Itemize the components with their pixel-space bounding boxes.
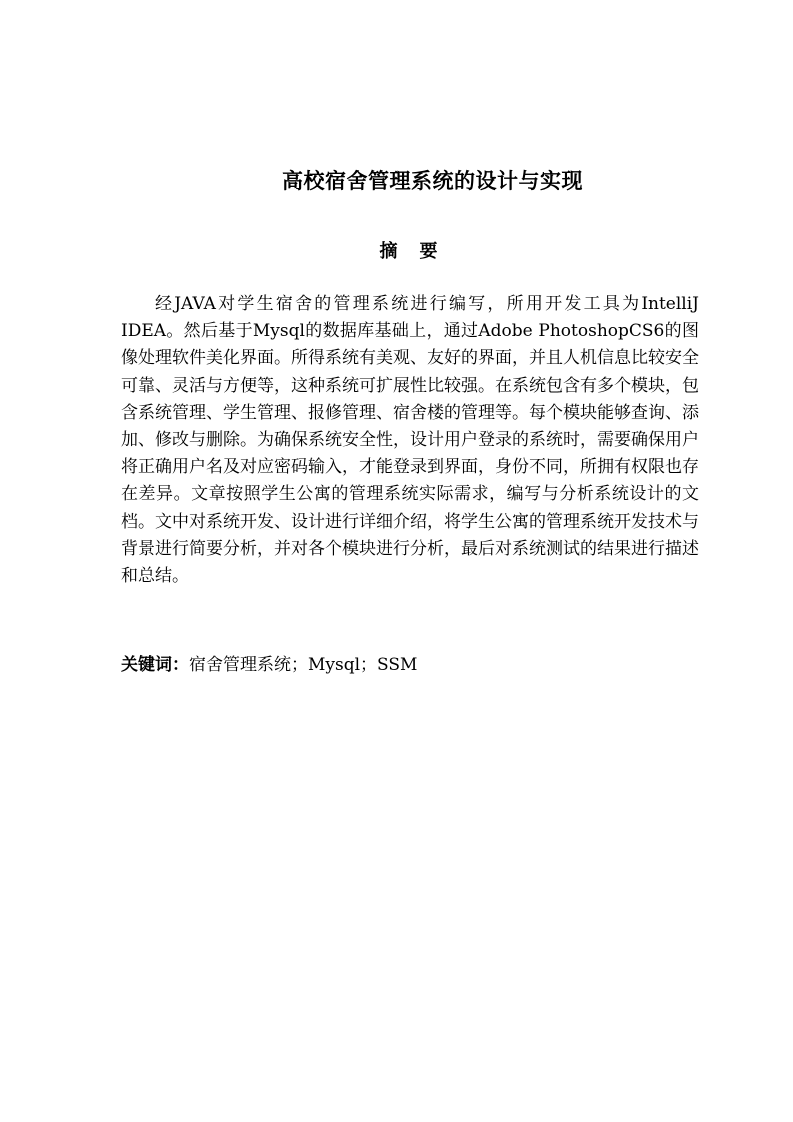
keywords-line [121, 652, 699, 679]
keywords-value: 宿舍管理系统；Mysql；SSM [189, 655, 418, 675]
abstract-heading-char-1: 摘 [379, 241, 398, 262]
abstract-paragraph: 经JAVA对学生宿舍的管理系统进行编写，所用开发工具为IntelliJ IDEA。然后基于Mysql的数据库基础上，通过Adobe PhotoshopCS6的图像处理软件美化界面。所得系统有美观、友好的界面，并且人机信息比较安全可靠、灵活与方便等，这种系统可扩展性比较强。在系统包含有多个模块，包含系统管理、学生管理、报修管理、宿舍楼的管理等。每个模块能够查询、添加、修改与删除。为确保系统安全性，设计用户登录的系统时，需要确保用户将正确用户名及对应密码输入，才能登录到界面，身份不同，所拥有权限也存在差异。文章按照学生公寓的管理系统实际需求，编写与分析系统设计的文档。文中对系统开发、设计进行详细介绍，将学生公寓的管理系统开发技术与背景进行简要分析，并对各个模块进行分析，最后对系统测试的结果进行描述和总结。 [121, 294, 699, 587]
document-title: 高校宿舍管理系统的设计与实现 [282, 169, 583, 193]
keywords-label: 关键词： [121, 655, 189, 675]
abstract-heading-char-2: 要 [419, 241, 438, 262]
abstract-heading [0, 238, 793, 266]
